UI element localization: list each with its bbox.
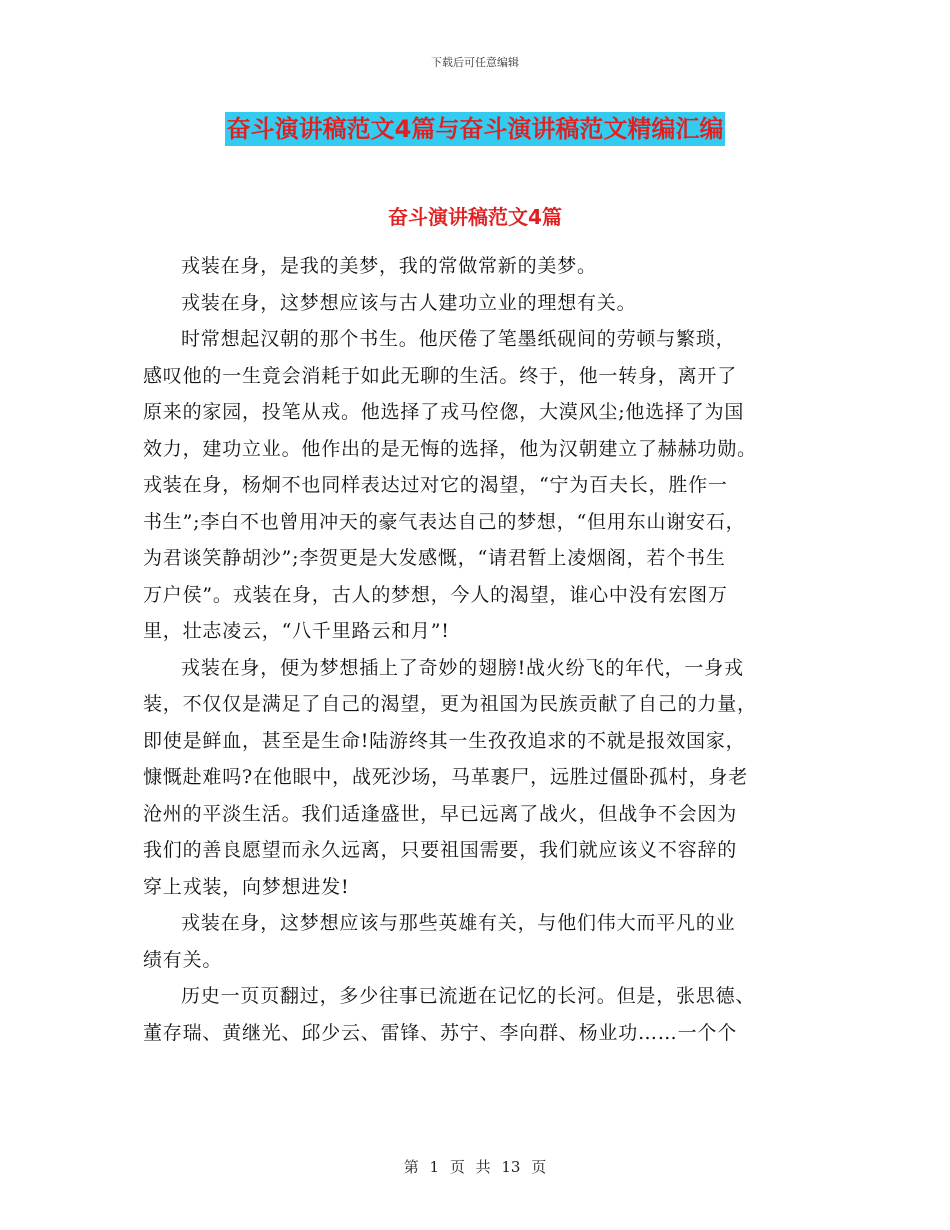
- document-title: 奋斗演讲稿范文4篇与奋斗演讲稿范文精编汇编: [225, 112, 726, 146]
- paragraph: 戎装在身，便为梦想插上了奇妙的翅膀!战火纷飞的年代，一身戎 装，不仅仅是满足了自己的渴望，更为祖国为民族贡献了自己的力量， 即使是鲜血，甚至是生命!陆游终其一生孜孜追求的不就是报效国家， 慷慨赴难吗?在他眼中，战死沙场，马革裹尸，远胜过僵卧孤村，身老 沧州的平淡生活。我们适逢盛世，早已远离了战火，但战争不会因为 我们的善良愿望而永久远离，只要祖国需要，我们就应该义不容辞的 穿上戎装，向梦想进发!: [143, 656, 757, 898]
- section-title: 奋斗演讲稿范文4篇: [388, 205, 562, 229]
- document-title-container: [0, 112, 950, 146]
- header-note: 下载后可任意编辑: [431, 56, 519, 69]
- paragraph: 历史一页页翻过，多少往事已流逝在记忆的长河。但是，张思德、 董存瑞、黄继光、邱少云、雷锋、苏宁、李向群、杨业功……一个个: [143, 985, 756, 1044]
- paragraph: 时常想起汉朝的那个书生。他厌倦了笔墨纸砚间的劳顿与繁琐， 感叹他的一生竟会消耗于如此无聊的生活。终于，他一转身，离开了 原来的家园，投笔从戎。他选择了戎马倥偬，大漠风尘;他选择了为国 效力，建功立业。他作出的是无悔的选择，他为汉朝建立了赫赫功勋。 戎装在身，杨炯不也同样表达过对它的渴望，“宁为百夫长，胜作一 书生”;李白不也曾用冲天的豪气表达自己的梦想，“但用东山谢安石， 为君谈笑静胡沙”;李贺更是大发感慨，“请君暂上凌烟阁，若个书生 万户侯”。戎装在身，古人的梦想，今人的渴望，谁心中没有宏图万 里，壮志凌云，“八千里路云和月”!: [143, 328, 757, 642]
- page-footer: 第 1 页 共 13 页: [403, 1158, 547, 1176]
- body-text: [143, 248, 813, 1051]
- paragraph: 戎装在身，这梦想应该与那些英雄有关，与他们伟大而平凡的业 绩有关。: [143, 912, 736, 971]
- paragraph: 戎装在身，这梦想应该与古人建功立业的理想有关。: [181, 291, 637, 314]
- paragraph: 戎装在身，是我的美梦，我的常做常新的美梦。: [181, 255, 597, 277]
